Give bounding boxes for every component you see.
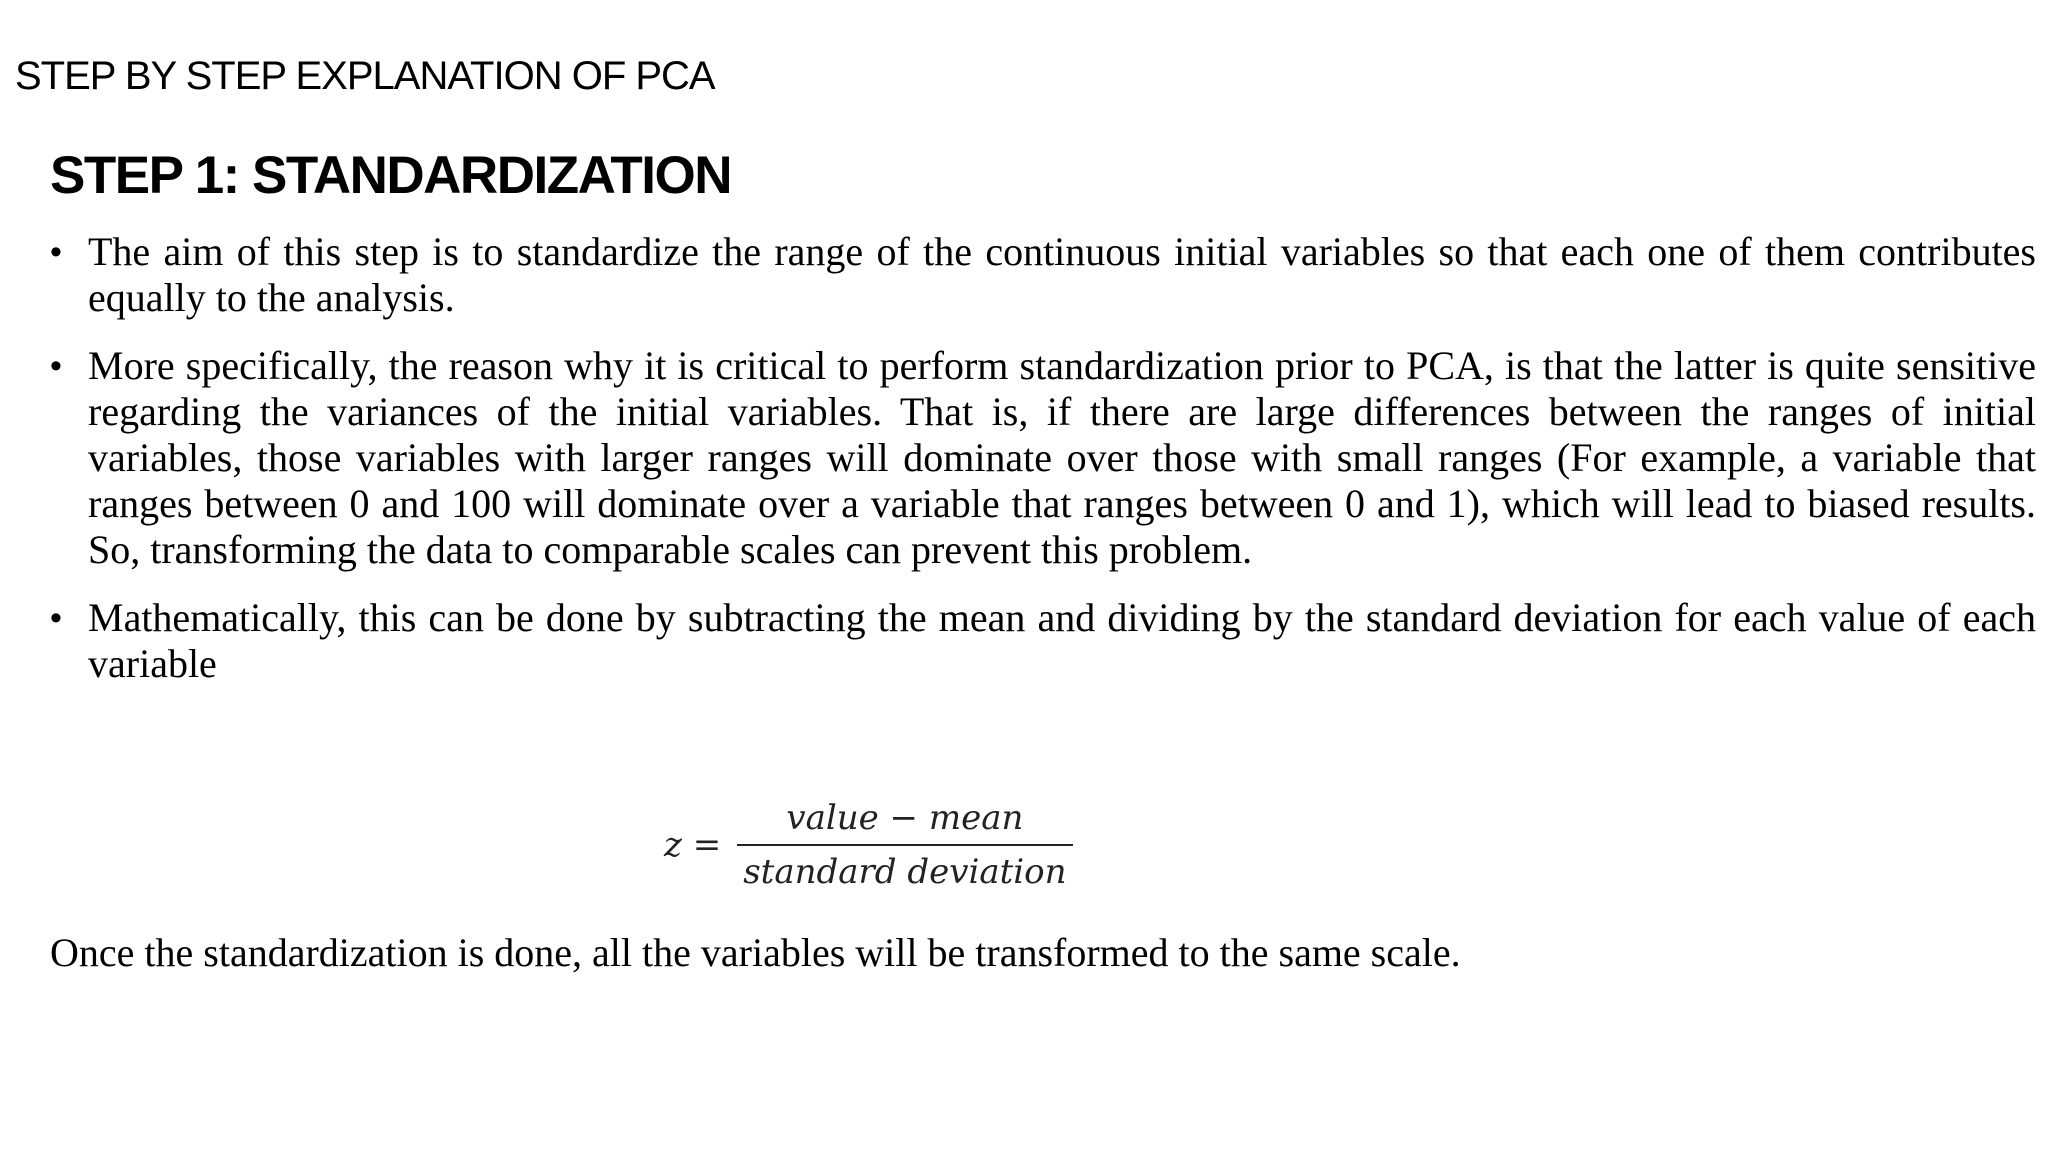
bullet-marker: • bbox=[50, 347, 62, 385]
page-title: STEP BY STEP EXPLANATION OF PCA bbox=[15, 54, 715, 98]
formula-numerator: value − mean bbox=[786, 798, 1024, 838]
bullet-marker: • bbox=[50, 599, 62, 637]
bullet-list bbox=[50, 229, 2036, 709]
formula-fraction bbox=[737, 798, 1072, 892]
z-score-formula bbox=[664, 795, 1073, 895]
bullet-marker: • bbox=[50, 233, 62, 271]
bullet-text: The aim of this step is to standardize the range of the continuous initial variables so that each one of them contributes equally to the analysis. bbox=[88, 229, 2036, 320]
formula-denominator: standard deviation bbox=[743, 852, 1067, 892]
bullet-item-method bbox=[50, 595, 2036, 687]
bullet-item-reason bbox=[50, 343, 2036, 573]
formula-lhs: z = bbox=[664, 825, 722, 865]
bullet-item-aim bbox=[50, 229, 2036, 321]
bullet-text: More specifically, the reason why it is critical to perform standardization prior to PCA, is that the latter is quite sensitive regarding the variances of the initial variables. That is, if there are large differences between the ranges of initial variables, those variables with larger ranges will dominate over those with small ranges (For example, a variable that ranges between 0 and 100 will dominate over a variable that ranges between 0 and 1), which will lead to biased results. So, transforming the data to comparable scales can prevent this problem. bbox=[88, 343, 2036, 572]
closing-statement: Once the standardization is done, all the variables will be transformed to the same scale. bbox=[50, 930, 1461, 975]
bullet-text: Mathematically, this can be done by subtracting the mean and dividing by the standard deviation for each value of each variable bbox=[88, 595, 2036, 686]
step-heading: STEP 1: STANDARDIZATION bbox=[50, 146, 732, 205]
